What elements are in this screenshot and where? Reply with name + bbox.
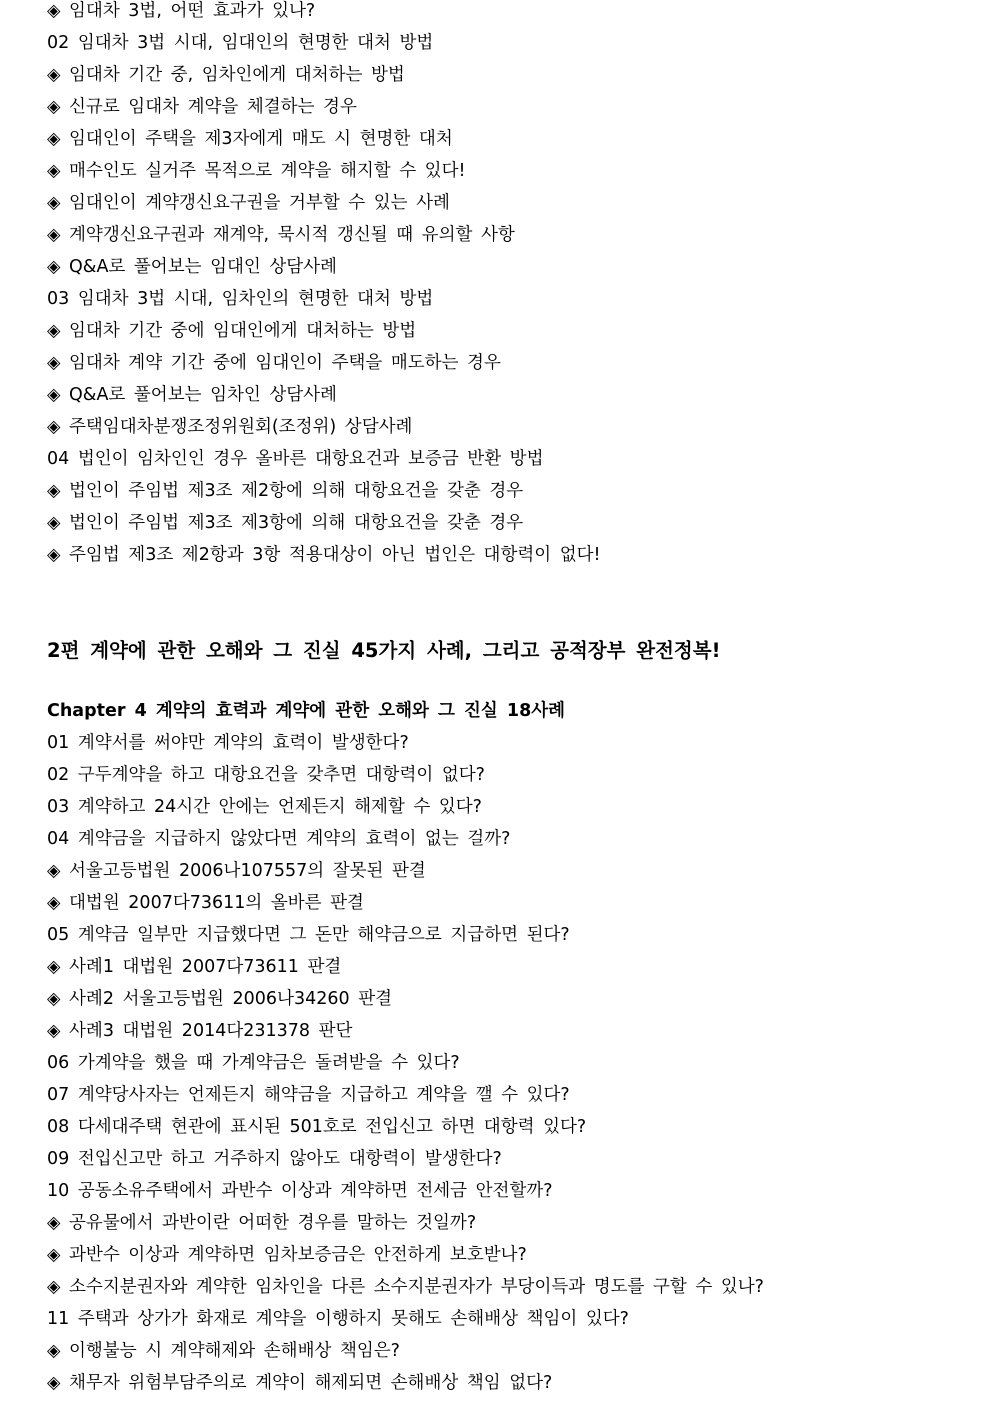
list-item: 10 공동소유주택에서 과반수 이상과 계약하면 전세금 안전할까? [47,1181,553,1201]
section-spacer [47,675,977,695]
list-item: ◈ 사례3 대법원 2014다231378 판단 [47,1021,353,1041]
list-item: ◈ 서울고등법원 2006나107557의 잘못된 판결 [47,861,426,881]
list-item: 03 계약하고 24시간 안에는 언제든지 해제할 수 있다? [47,797,482,817]
list-item: 08 다세대주택 현관에 표시된 501호로 전입신고 하면 대항력 있다? [47,1117,587,1137]
list-item: 02 구두계약을 하고 대항요건을 갖추면 대항력이 없다? [47,765,485,785]
list-item: 11 주택과 상가가 화재로 계약을 이행하지 못해도 손해배상 책임이 있다? [47,1309,629,1329]
list-item: ◈ 주임법 제3조 제2항과 3항 적용대상이 아닌 법인은 대항력이 없다! [47,545,601,565]
chapter-list [47,727,977,1399]
list-item: ◈ 주택임대차분쟁조정위원회(조정위) 상담사례 [47,417,413,437]
list-item: ◈ 과반수 이상과 계약하면 임차보증금은 안전하게 보호받나? [47,1245,527,1265]
list-item: 05 계약금 일부만 지급했다면 그 돈만 해약금으로 지급하면 된다? [47,925,570,945]
list-item: 04 법인이 임차인인 경우 올바른 대항요건과 보증금 반환 방법 [47,449,544,469]
list-item: ◈ 사례2 서울고등법원 2006나34260 판결 [47,989,393,1009]
list-item: ◈ 대법원 2007다73611의 올바른 판결 [47,893,364,913]
list-item: ◈ 신규로 임대차 계약을 체결하는 경우 [47,97,357,117]
list-item: ◈ 채무자 위험부담주의로 계약이 해제되면 손해배상 책임 없다? [47,1373,553,1393]
list-item: 06 가계약을 했을 때 가계약금은 돌려받을 수 있다? [47,1053,460,1073]
list-item: 02 임대차 3법 시대, 임대인의 현명한 대처 방법 [47,33,434,53]
list-item: ◈ 임대차 3법, 어떤 효과가 있나? [47,1,316,21]
list-item: ◈ 법인이 주임법 제3조 제3항에 의해 대항요건을 갖춘 경우 [47,513,524,533]
list-item: ◈ 계약갱신요구권과 재계약, 묵시적 갱신될 때 유의할 사항 [47,225,515,245]
list-item: ◈ 공유물에서 과반이란 어떠한 경우를 말하는 것일까? [47,1213,477,1233]
list-item: ◈ 임대인이 주택을 제3자에게 매도 시 현명한 대처 [47,129,453,149]
list-item: ◈ 사례1 대법원 2007다73611 판결 [47,957,342,977]
chapter-title: Chapter 4 계약의 효력과 계약에 관한 오해와 그 진실 18사례 [47,701,566,721]
list-item: ◈ 임대차 기간 중, 임차인에게 대처하는 방법 [47,65,405,85]
list-item: 04 계약금을 지급하지 않았다면 계약의 효력이 없는 걸까? [47,829,511,849]
list-item: 03 임대차 3법 시대, 임차인의 현명한 대처 방법 [47,289,434,309]
top-list [47,0,977,571]
document-page [47,0,977,1399]
list-item: ◈ Q&A로 풀어보는 임대인 상담사례 [47,257,337,277]
list-item: ◈ 매수인도 실거주 목적으로 계약을 해지할 수 있다! [47,161,466,181]
section-spacer [47,571,977,627]
list-item: ◈ 법인이 주임법 제3조 제2항에 의해 대항요건을 갖춘 경우 [47,481,524,501]
list-item: ◈ Q&A로 풀어보는 임차인 상담사례 [47,385,337,405]
list-item: ◈ 임대차 계약 기간 중에 임대인이 주택을 매도하는 경우 [47,353,501,373]
part-title: 2편 계약에 관한 오해와 그 진실 45가지 사례, 그리고 공적장부 완전정복! [47,639,721,662]
list-item: 09 전입신고만 하고 거주하지 않아도 대항력이 발생한다? [47,1149,502,1169]
list-item: ◈ 소수지분권자와 계약한 임차인을 다른 소수지분권자가 부당이득과 명도를 구할 수 있나? [47,1277,764,1297]
list-item: 01 계약서를 써야만 계약의 효력이 발생한다? [47,733,409,753]
list-item: 07 계약당사자는 언제든지 해약금을 지급하고 계약을 깰 수 있다? [47,1085,570,1105]
list-item: ◈ 임대차 기간 중에 임대인에게 대처하는 방법 [47,321,417,341]
list-item: ◈ 임대인이 계약갱신요구권을 거부할 수 있는 사례 [47,193,450,213]
list-item: ◈ 이행불능 시 계약해제와 손해배상 책임은? [47,1341,400,1361]
